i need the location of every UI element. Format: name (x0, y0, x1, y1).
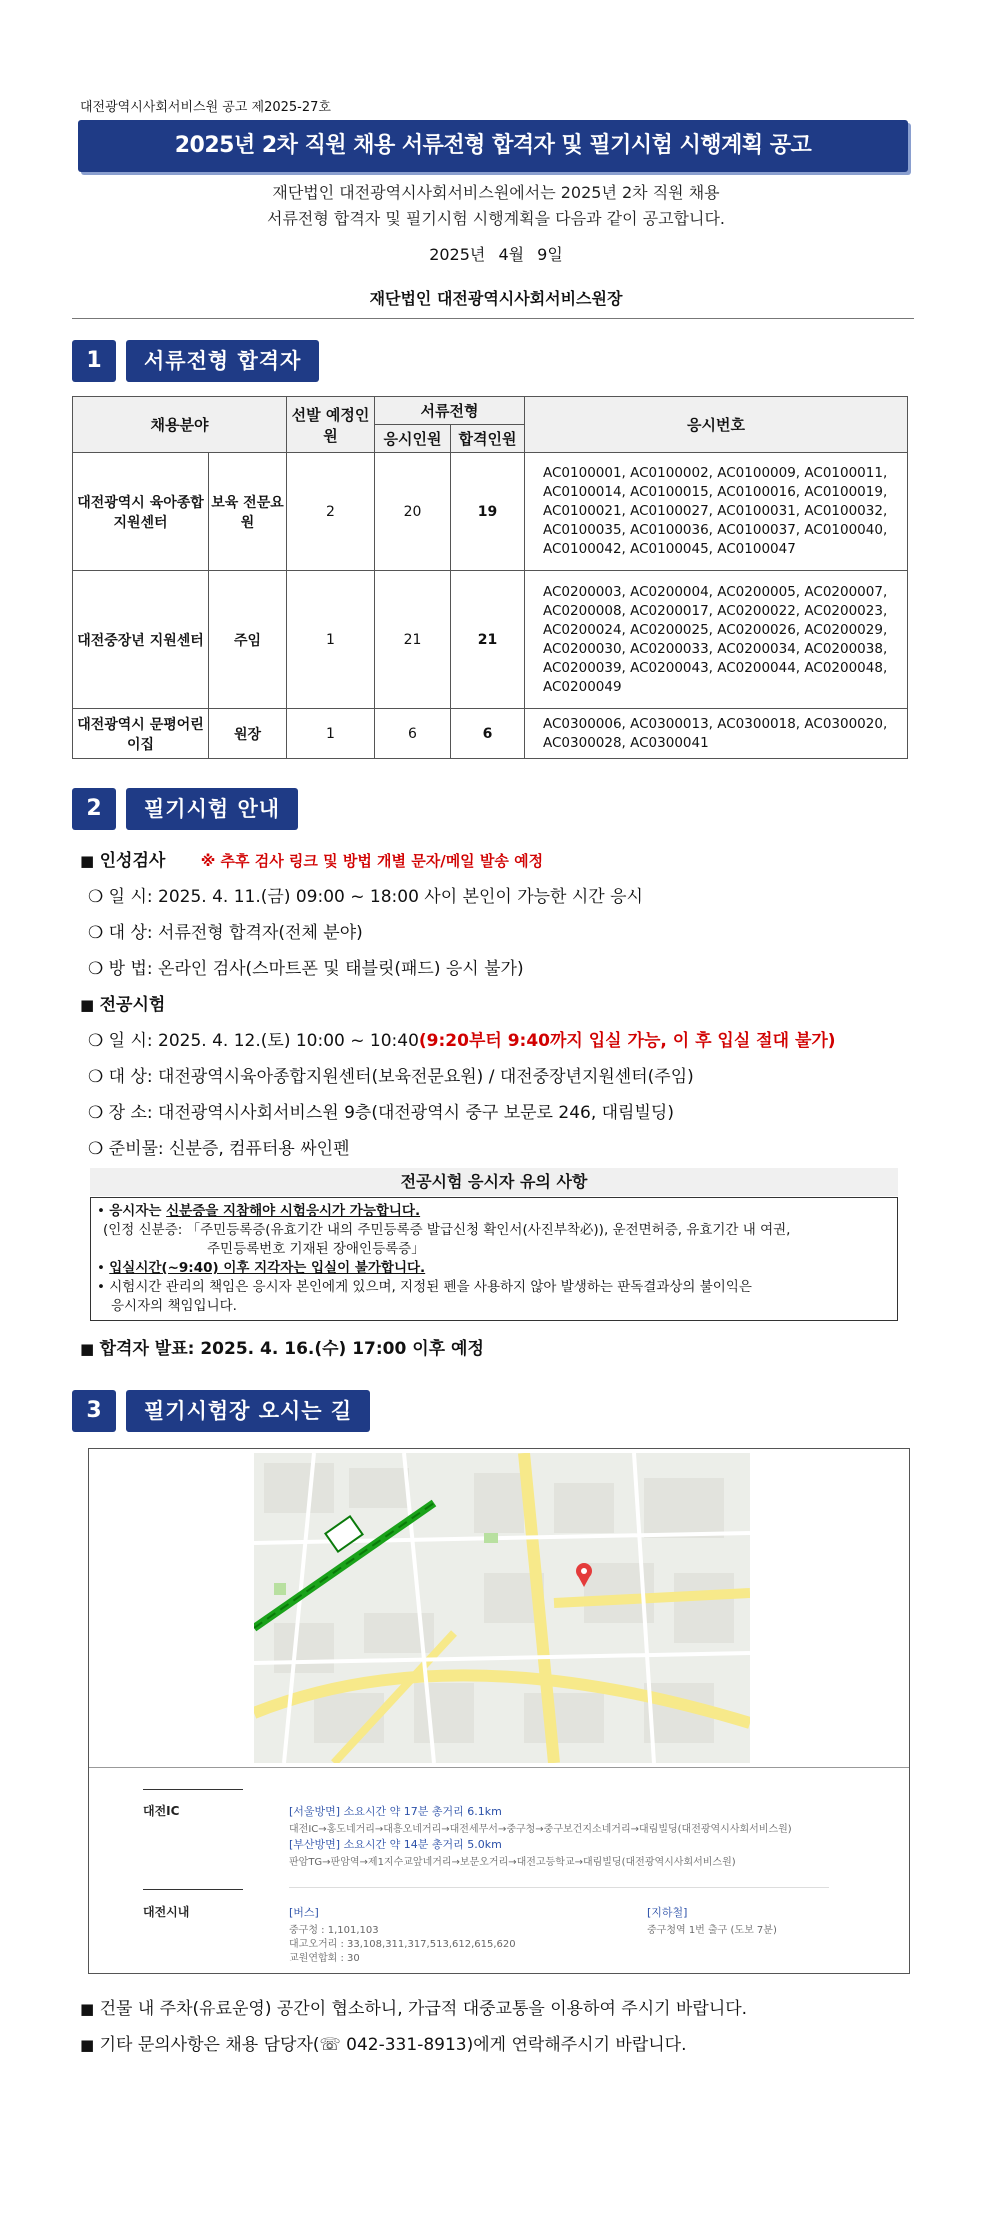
applicants-cell: 6 (375, 709, 451, 759)
role-cell: 주임 (209, 571, 287, 709)
notice-number: 대전광역시사회서비스원 공고 제2025-27호 (80, 100, 331, 115)
notice-date: 2025년 4월 9일 (429, 245, 563, 264)
caution-title: 전공시험 응시자 유의 사항 (90, 1168, 898, 1196)
numbers-cell: AC0300006, AC0300013, AC0300018, AC0300020, AC0300028, AC0300041 (525, 709, 908, 759)
caution-text: 응시자는 (109, 1203, 167, 1219)
major-location: 장 소: 대전광역시사회서비스원 9층(대전광역시 중구 보문로 246, 대림빌딩) (108, 1103, 674, 1123)
circle-bullet-icon: ❍ (88, 923, 104, 943)
aptitude-note: ※ 추후 검사 링크 및 방법 개별 문자/메일 발송 예정 (200, 852, 544, 870)
caution-box (90, 1197, 898, 1321)
square-bullet-icon: ■ (80, 996, 95, 1014)
footer-parking (80, 1994, 747, 2019)
passed-cell: 19 (451, 453, 525, 571)
header-field: 채용분야 (73, 397, 287, 453)
org-cell: 대전중장년 지원센터 (73, 571, 209, 709)
aptitude-title: 인성검사 (99, 851, 166, 871)
square-bullet-icon: ■ (80, 852, 95, 870)
city-label: 대전시내 (143, 1905, 190, 1919)
quota-cell: 1 (287, 571, 375, 709)
bus-stop-3: 교원연합회 : 30 (289, 1953, 360, 1964)
section-2-number: 2 (72, 788, 116, 830)
bus-title: [버스] (289, 1906, 319, 1919)
map-divider (89, 1767, 909, 1768)
circle-bullet-icon: ❍ (88, 1031, 104, 1051)
footer-contact-text: 기타 문의사항은 채용 담당자(☏ 042-331-8913)에게 연락해주시기 바랍니다. (99, 2035, 687, 2055)
caution-item: • 시험시간 관리의 책임은 응시자 본인에게 있으며, 지정된 펜을 사용하지 않아 발생하는 판독결과상의 불이익은 (97, 1279, 752, 1295)
aptitude-heading (80, 846, 543, 871)
list-item (88, 918, 363, 943)
caution-item: 응시자의 책임입니다. (111, 1298, 237, 1314)
square-bullet-icon: ■ (80, 2036, 95, 2054)
list-item (88, 1098, 674, 1123)
divider (289, 1887, 829, 1888)
list-item (88, 1134, 350, 1159)
table-row (73, 709, 908, 759)
location-map[interactable] (254, 1453, 750, 1763)
square-bullet-icon: ■ (80, 2000, 95, 2018)
ic-label: 대전IC (143, 1804, 180, 1818)
caution-item: 주민등록번호 기재된 장애인등록증」 (207, 1241, 425, 1257)
applicants-cell: 21 (375, 571, 451, 709)
subway-info: 중구청역 1번 출구 (도보 7분) (647, 1925, 777, 1936)
table-row (73, 571, 908, 709)
divider (143, 1889, 243, 1890)
footer-parking-text: 건물 내 주차(유료운영) 공간이 협소하니, 가급적 대중교통을 이용하여 주시기 바랍니다. (99, 1999, 748, 2019)
circle-bullet-icon: ❍ (88, 887, 104, 907)
directions-frame (88, 1448, 910, 1974)
circle-bullet-icon: ❍ (88, 1067, 104, 1087)
ic-seoul-route: 대전IC→홍도네거리→대흥오네거리→대전세무서→중구청→중구보건지소네거리→대림빌딩(대전광역시사회서비스원) (289, 1824, 792, 1835)
applicants-cell: 20 (375, 453, 451, 571)
announce-text: 합격자 발표: 2025. 4. 16.(수) 17:00 이후 예정 (99, 1339, 484, 1359)
passed-cell: 6 (451, 709, 525, 759)
ic-seoul-title: [서울방면] 소요시간 약 17분 총거리 6.1km (289, 1805, 502, 1818)
circle-bullet-icon: ❍ (88, 1139, 104, 1159)
major-date: 일 시: 2025. 4. 12.(토) 10:00 ~ 10:40 (108, 1031, 419, 1051)
major-date-note: (9:20부터 9:40까지 입실 가능, 이 후 입실 절대 불가) (418, 1031, 836, 1051)
passed-cell: 21 (451, 571, 525, 709)
section-1-title: 서류전형 합격자 (126, 340, 319, 382)
major-heading (80, 990, 165, 1015)
intro-line-1: 재단법인 대전광역시사회서비스원에서는 2025년 2차 직원 채용 (272, 183, 720, 202)
list-item (88, 882, 643, 907)
page-title: 2025년 2차 직원 채용 서류전형 합격자 및 필기시험 시행계획 공고 (78, 120, 908, 172)
subway-title: [지하철] (647, 1906, 688, 1919)
ic-busan-route: 판암TG→판암역→제1지수교앞네거리→보문오거리→대전고등학교→대림빌딩(대전광역시사회서비스원) (289, 1857, 736, 1868)
square-bullet-icon: ■ (80, 1340, 95, 1358)
org-cell: 대전광역시 문평어린이집 (73, 709, 209, 759)
quota-cell: 1 (287, 709, 375, 759)
aptitude-target: 대 상: 서류전형 합격자(전체 분야) (108, 923, 363, 943)
header-quota: 선발 예정인원 (287, 397, 375, 453)
caution-text: 입실시간(~9:40) 이후 지각자는 입실이 불가합니다. (109, 1260, 426, 1276)
signer: 재단법인 대전광역시사회서비스원장 (369, 289, 623, 308)
caution-item: • 응시자는 신분증을 지참해야 시험응시가 가능합니다. (97, 1203, 421, 1219)
org-cell: 대전광역시 육아종합지원센터 (73, 453, 209, 571)
numbers-cell: AC0100001, AC0100002, AC0100009, AC0100011, AC0100014, AC0100015, AC0100016, AC0100019, AC0100021, AC0100027, AC0100031, AC0100032, AC0100035, AC0100036, AC0100037, AC0100040, AC0100042, AC0100045, AC0100047 (525, 453, 908, 571)
role-cell: 원장 (209, 709, 287, 759)
header-passed: 합격인원 (451, 425, 525, 453)
major-supplies: 준비물: 신분증, 컴퓨터용 싸인펜 (108, 1139, 350, 1159)
bus-stop-2: 대고오거리 : 33,108,311,317,513,612,615,620 (289, 1939, 516, 1950)
major-title: 전공시험 (99, 995, 166, 1015)
section-1-number: 1 (72, 340, 116, 382)
role-cell: 보육 전문요원 (209, 453, 287, 571)
caution-item: • 입실시간(~9:40) 이후 지각자는 입실이 불가합니다. (97, 1260, 426, 1276)
announce-line (80, 1334, 484, 1359)
aptitude-date: 일 시: 2025. 4. 11.(금) 09:00 ~ 18:00 사이 본인이 가능한 시간 응시 (108, 887, 643, 907)
aptitude-method: 방 법: 온라인 검사(스마트폰 및 태블릿(패드) 응시 불가) (108, 959, 524, 979)
list-item (88, 954, 524, 979)
section-3-title: 필기시험장 오시는 길 (126, 1390, 370, 1432)
header-doc: 서류전형 (375, 397, 525, 425)
caution-text: 시험시간 관리의 책임은 응시자 본인에게 있으며, 지정된 펜을 사용하지 않아 발생하는 판독결과상의 불이익은 (109, 1279, 752, 1295)
footer-contact (80, 2030, 687, 2055)
circle-bullet-icon: ❍ (88, 1103, 104, 1123)
quota-cell: 2 (287, 453, 375, 571)
section-3-number: 3 (72, 1390, 116, 1432)
map-drawing (254, 1453, 750, 1763)
ic-busan-title: [부산방면] 소요시간 약 14분 총거리 5.0km (289, 1838, 502, 1851)
circle-bullet-icon: ❍ (88, 959, 104, 979)
section-2-title: 필기시험 안내 (126, 788, 298, 830)
list-item (88, 1026, 836, 1051)
intro-line-2: 서류전형 합격자 및 필기시험 시행계획을 다음과 같이 공고합니다. (266, 209, 725, 228)
divider (143, 1789, 243, 1790)
numbers-cell: AC0200003, AC0200004, AC0200005, AC0200007, AC0200008, AC0200017, AC0200022, AC0200023, AC0200024, AC0200025, AC0200026, AC0200029, AC0200030, AC0200033, AC0200034, AC0200038, AC0200039, AC0200043, AC0200044, AC0200048, AC0200049 (525, 571, 908, 709)
bus-stop-1: 중구청 : 1,101,103 (289, 1925, 379, 1936)
header-numbers: 응시번호 (525, 397, 908, 453)
divider (72, 318, 914, 319)
caution-text: 신분증을 지참해야 시험응시가 가능합니다. (166, 1203, 421, 1219)
major-target: 대 상: 대전광역시육아종합지원센터(보육전문요원) / 대전중장년지원센터(주임) (108, 1067, 694, 1087)
caution-item: (인정 신분증: 「주민등록증(유효기간 내의 주민등록증 발급신청 확인서(사진부착必)), 운전면허증, 유효기간 내 여권, (103, 1222, 791, 1238)
table-row (73, 453, 908, 571)
list-item (88, 1062, 694, 1087)
result-table (72, 396, 908, 759)
header-applicants: 응시인원 (375, 425, 451, 453)
